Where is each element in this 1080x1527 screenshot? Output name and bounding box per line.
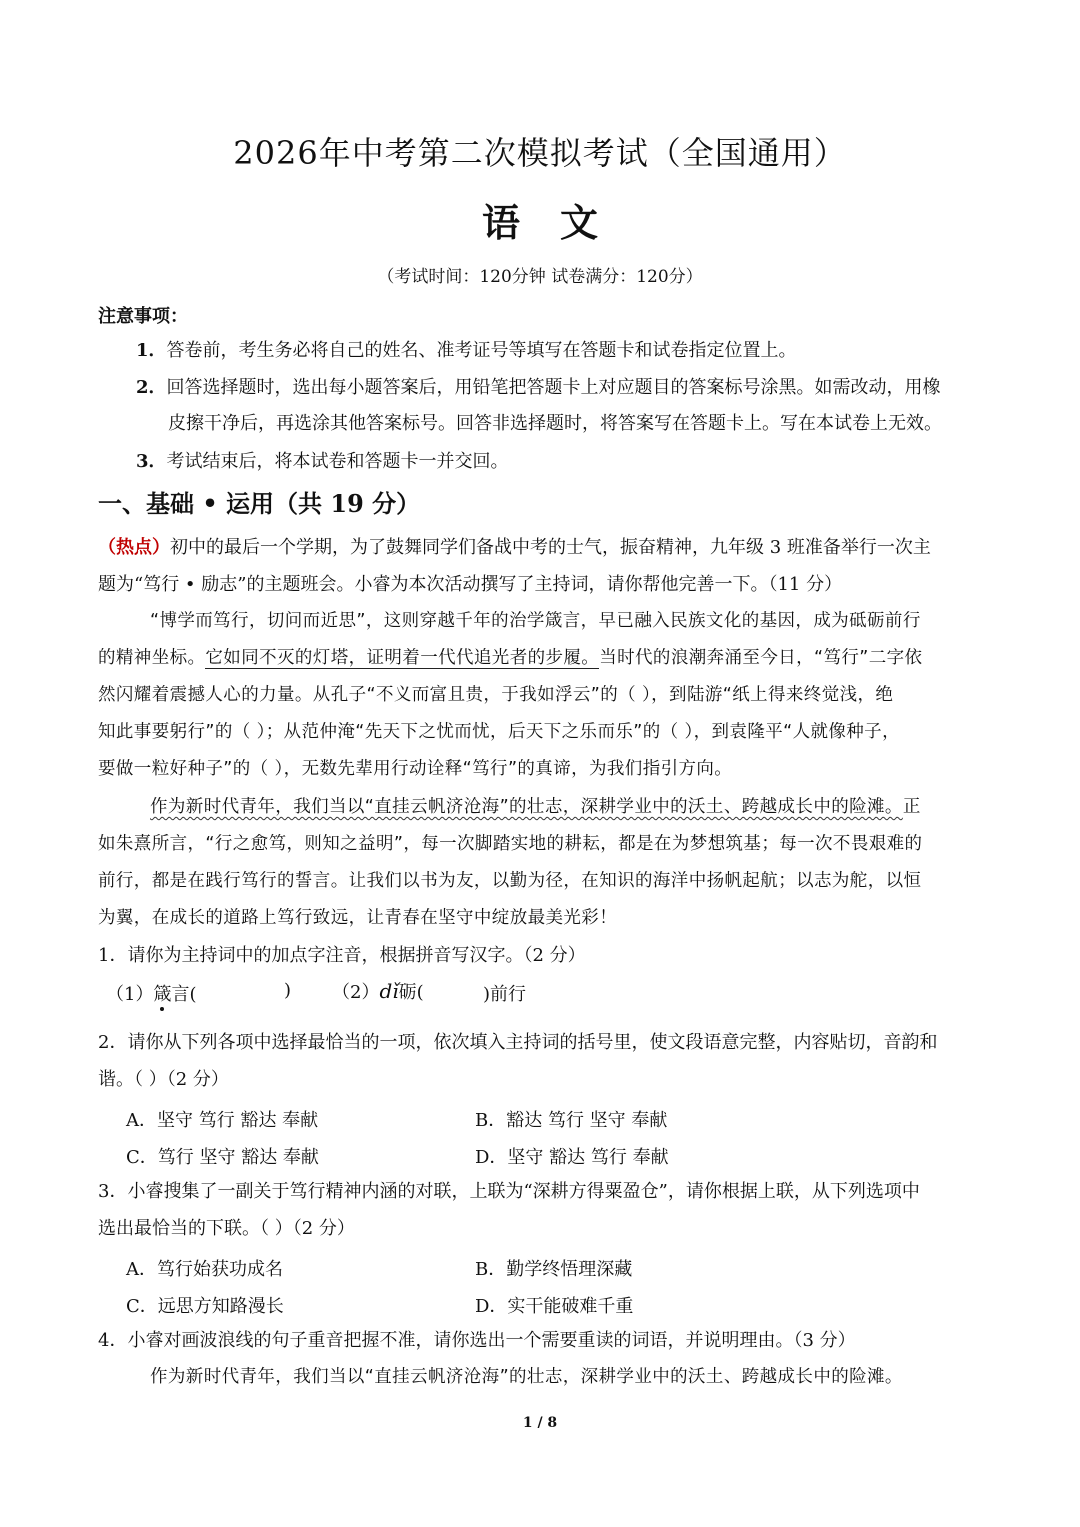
- pinyin-text: dǐ: [379, 979, 399, 1003]
- dotted-char: 箴: [153, 984, 172, 1005]
- subject-title: 语文: [481, 200, 638, 245]
- exam-info: （考试时间：120分钟 试卷满分：120分）: [377, 267, 703, 287]
- notice-item-1: [136, 332, 996, 369]
- question-1-part-2: [332, 978, 424, 1004]
- wavy-sentence: 作为新时代青年，我们当以“直挂云帆济沧海”的壮志，深耕学业中的沃土、跨越成长中的险滩。: [150, 797, 903, 817]
- notice-item-2: [136, 369, 996, 406]
- question-1-part-1: [106, 980, 196, 1006]
- notice-item-2-num: 2．: [136, 377, 167, 398]
- passage-p1-line-4: 知此事要躬行”的（ ）；从范仲淹“先天下之忧而忧，后天下之乐而乐”的（ ），到袁隆平“人就像种子，: [98, 722, 900, 742]
- section-1-title: 一、基础 • 运用（共 19 分）: [98, 489, 421, 518]
- notice-item-1-num: 1．: [136, 340, 167, 361]
- underlined-sentence: 它如同不灭的灯塔，证明着一代代追光者的步履。: [205, 648, 600, 668]
- passage-p1-line-5: 要做一粒好种子”的（ ），无数先辈用行动诠释“笃行”的真谛，为我们指引方向。: [98, 759, 733, 779]
- passage-text: “博学而笃行，切问而近思”，这则穿越千年的治学箴言，早已融入民族文化的基因，成为砥砺前行: [150, 611, 921, 631]
- notice-item-2-text: 回答选择题时，选出每小题答案后，用铅笔把答题卡上对应题目的答案标号涂黑。如需改动，用橡: [166, 377, 941, 398]
- exam-title: 2026年中考第二次模拟考试（全国通用）: [233, 134, 847, 172]
- notice-item-3-num: 3．: [136, 451, 167, 472]
- notice-item-3: [136, 443, 996, 480]
- passage-text: 的精神坐标。: [98, 648, 206, 668]
- question-1-stem: 1．请你为主持词中的加点字注音，根据拼音写汉字。（2 分）: [98, 945, 586, 966]
- q1-part1-rest: 言(: [171, 984, 197, 1005]
- passage-p2-line-3: 前行，都是在践行笃行的誓言。让我们以书为友，以勤为径，在知识的海洋中扬帆起航；以志为舵，以恒: [98, 871, 922, 891]
- notice-heading: 注意事项：: [98, 306, 188, 327]
- question-3-stem-line-2: 选出最恰当的下联。（ ）（2 分）: [98, 1218, 355, 1239]
- q1-part1-label: （1）: [106, 984, 154, 1005]
- q3-option-a: A．笃行始获功成名: [126, 1259, 283, 1280]
- intro-line-1-text: 初中的最后一个学期，为了鼓舞同学们备战中考的士气，振奋精神，九年级 3 班准备举行一次主: [170, 537, 931, 558]
- q1-part1-close: ): [284, 980, 292, 1001]
- passage-text: 当时代的浪潮奔涌至今日，“笃行”二字依: [599, 648, 923, 668]
- passage-p1-line-1: [98, 603, 984, 640]
- passage-p2-line-1: [98, 789, 984, 826]
- passage-p2-line-4: 为翼，在成长的道路上笃行致远，让青春在坚守中绽放最美光彩！: [98, 908, 618, 928]
- q1-part2-label: （2）: [332, 982, 380, 1003]
- notice-item-1-text: 答卷前，考生务必将自己的姓名、准考证号等填写在答题卡和试卷指定位置上。: [166, 340, 797, 361]
- passage-p1-line-2: [98, 640, 984, 677]
- question-2-stem-line-1: 2．请你从下列各项中选择最恰当的一项，依次填入主持词的括号里，使文段语意完整，内容贴切，音韵和: [98, 1032, 938, 1053]
- q3-option-c: C．远思方知路漫长: [126, 1296, 284, 1317]
- notice-item-2-cont: 皮擦干净后，再选涂其他答案标号。回答非选择题时，将答案写在答题卡上。写在本试卷上无效。: [168, 413, 942, 434]
- q2-option-c: C．笃行 坚守 豁达 奉献: [126, 1147, 319, 1168]
- q1-part2-rest: 砺(: [398, 982, 424, 1003]
- q2-option-d: D．坚守 豁达 笃行 奉献: [475, 1147, 669, 1168]
- q1-part2-close: )前行: [483, 984, 527, 1005]
- passage-p2-line-2: 如朱熹所言，“行之愈笃，则知之益明”，每一次脚踏实地的耕耘，都是在为梦想筑基；每一次不畏艰难的: [98, 834, 923, 854]
- section-intro-line-1: [98, 529, 984, 566]
- passage-p1-line-3: 然闪耀着震撼人心的力量。从孔子“不义而富且贵，于我如浮云”的（ ），到陆游“纸上得来终觉浅，绝: [98, 685, 894, 705]
- section-intro-line-2: 题为“笃行 • 励志”的主题班会。小睿为本次活动撰写了主持词，请你帮他完善一下。（11 分）: [98, 574, 843, 595]
- question-4-quote: 作为新时代青年，我们当以“直挂云帆济沧海”的壮志，深耕学业中的沃土、跨越成长中的险滩。: [150, 1367, 903, 1387]
- q3-option-d: D．实干能破难千重: [475, 1296, 634, 1317]
- q3-option-b: B．勤学终悟理深藏: [475, 1259, 633, 1280]
- hot-label: （热点）: [98, 537, 170, 558]
- q2-option-b: B．豁达 笃行 坚守 奉献: [475, 1110, 668, 1131]
- question-2-stem-line-2: 谐。（ ）（2 分）: [98, 1069, 229, 1090]
- question-4-stem: 4．小睿对画波浪线的句子重音把握不准，请你选出一个需要重读的词语，并说明理由。（3 分）: [98, 1330, 856, 1351]
- passage-text: 正: [902, 797, 921, 817]
- notice-item-3-text: 考试结束后，将本试卷和答题卡一并交回。: [166, 451, 509, 472]
- page-number: 1 / 8: [522, 1415, 558, 1431]
- question-3-stem-line-1: 3．小睿搜集了一副关于笃行精神内涵的对联，上联为“深耕方得粟盈仓”，请你根据上联，从下列选项中: [98, 1181, 920, 1202]
- q2-option-a: A．坚守 笃行 豁达 奉献: [126, 1110, 319, 1131]
